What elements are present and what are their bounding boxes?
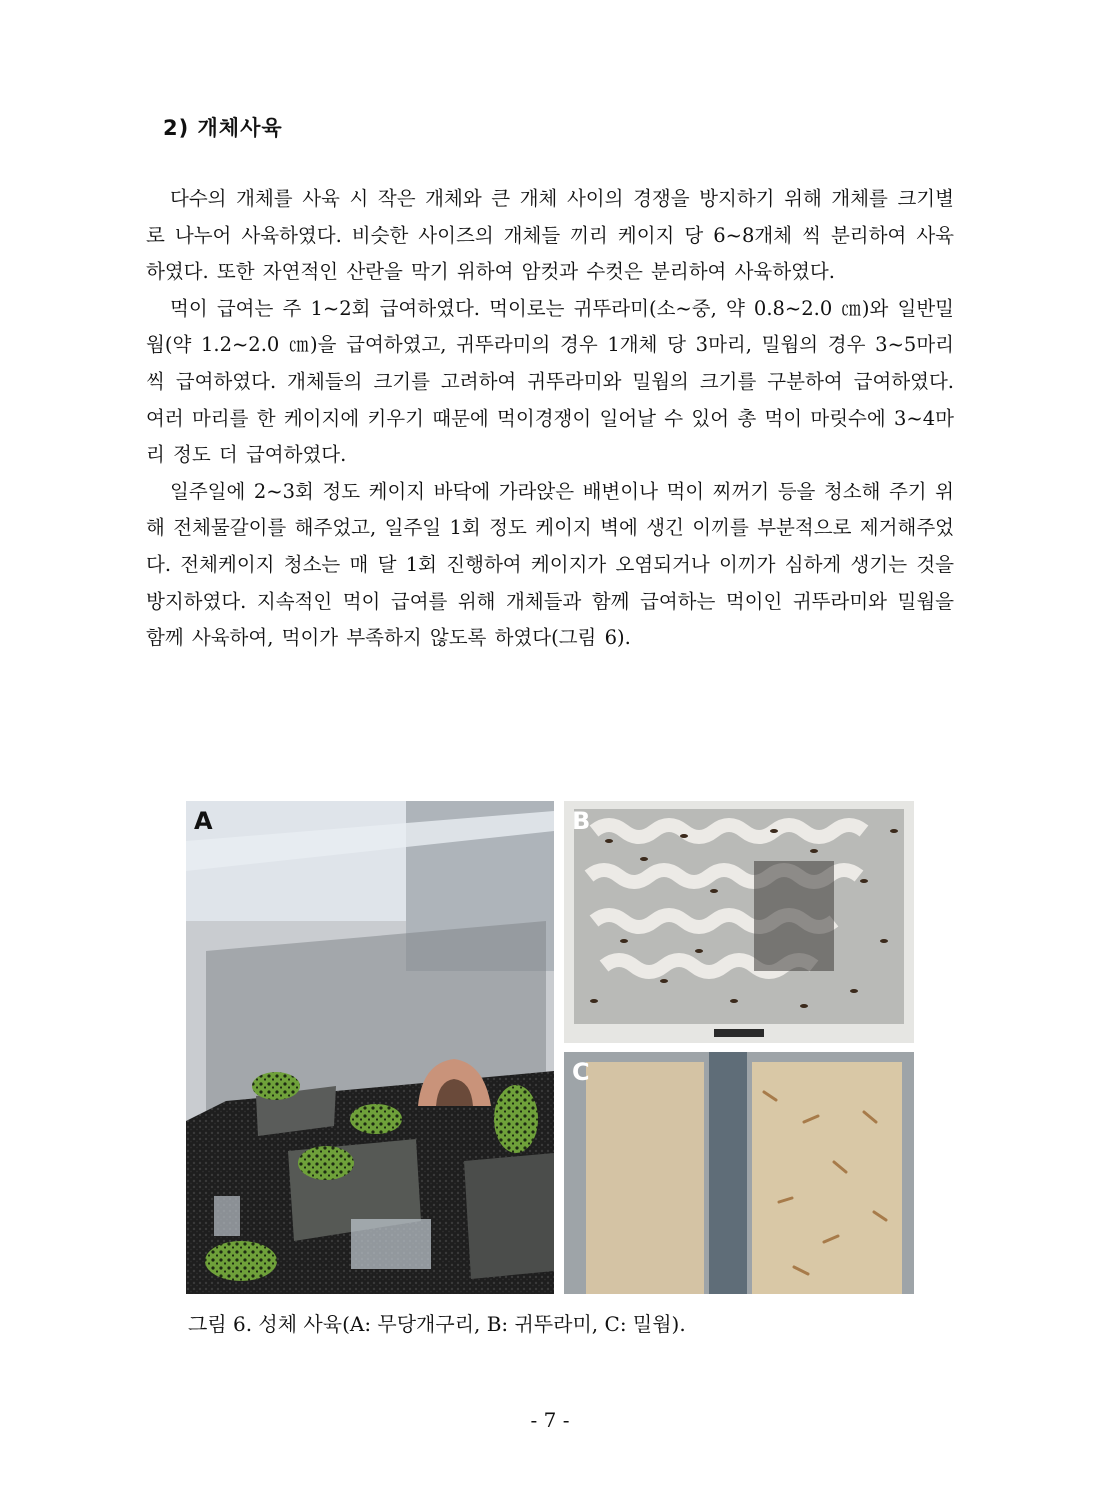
crickets-illustration — [564, 801, 914, 1043]
panel-label-a: A — [194, 807, 213, 835]
figure-6 — [186, 801, 914, 1294]
figure-caption: 그림 6. 성체 사육(A: 무당개구리, B: 귀뚜라미, C: 밀웜). — [188, 1312, 686, 1336]
photo-mealworms — [564, 1052, 914, 1294]
body-text — [146, 181, 954, 657]
page-number: - 7 - — [530, 1408, 570, 1432]
section-heading: 2) 개체사육 — [163, 116, 283, 140]
photo-frog-enclosure — [186, 801, 554, 1294]
paragraph-2: 먹이 급여는 주 1~2회 급여하였다. 먹이로는 귀뚜라미(소~중, 약 0.8~2.0 ㎝)와 일반밀웜(약 1.2~2.0 ㎝)을 급여하였고, 귀뚜라미의 경우 1개체 당 3마리, 밀웜의 경우 3~5마리 씩 급여하였다. 개체들의 크기를 고려하여 귀뚜라미와 밀웜의 크기를 구분하여 급여하였다. 여러 마리를 한 케이지에 키우기 때문에 먹이경쟁이 일어날 수 있어 총 먹이 마릿수에 3~4마리 정도 더 급여하였다. — [146, 296, 954, 467]
panel-label-b: B — [572, 807, 591, 835]
paragraph-3: 일주일에 2~3회 정도 케이지 바닥에 가라앉은 배변이나 먹이 찌꺼기 등을 청소해 주기 위해 전체물갈이를 해주었고, 일주일 1회 정도 케이지 벽에 생긴 이끼를 부분적으로 제거해주었다. 전체케이지 청소는 매 달 1회 진행하여 케이지가 오염되거나 이끼가 심하게 생기는 것을 방지하였다. 지속적인 먹이 급여를 위해 개체들과 함께 급여하는 먹이인 귀뚜라미와 밀웜을 함께 사육하여, 먹이가 부족하지 않도록 하였다(그림 6). — [146, 479, 954, 650]
frog-enclosure-illustration — [186, 801, 554, 1294]
panel-label-c: C — [572, 1058, 590, 1086]
mealworms-illustration — [564, 1052, 914, 1294]
paragraph-1: 다수의 개체를 사육 시 작은 개체와 큰 개체 사이의 경쟁을 방지하기 위해 개체를 크기별로 나누어 사육하였다. 비슷한 사이즈의 개체들 끼리 케이지 당 6~8개체 씩 분리하여 사육 하였다. 또한 자연적인 산란을 막기 위하여 암컷과 수컷은 분리하여 사육하였다. — [146, 187, 954, 284]
photo-crickets — [564, 801, 914, 1043]
